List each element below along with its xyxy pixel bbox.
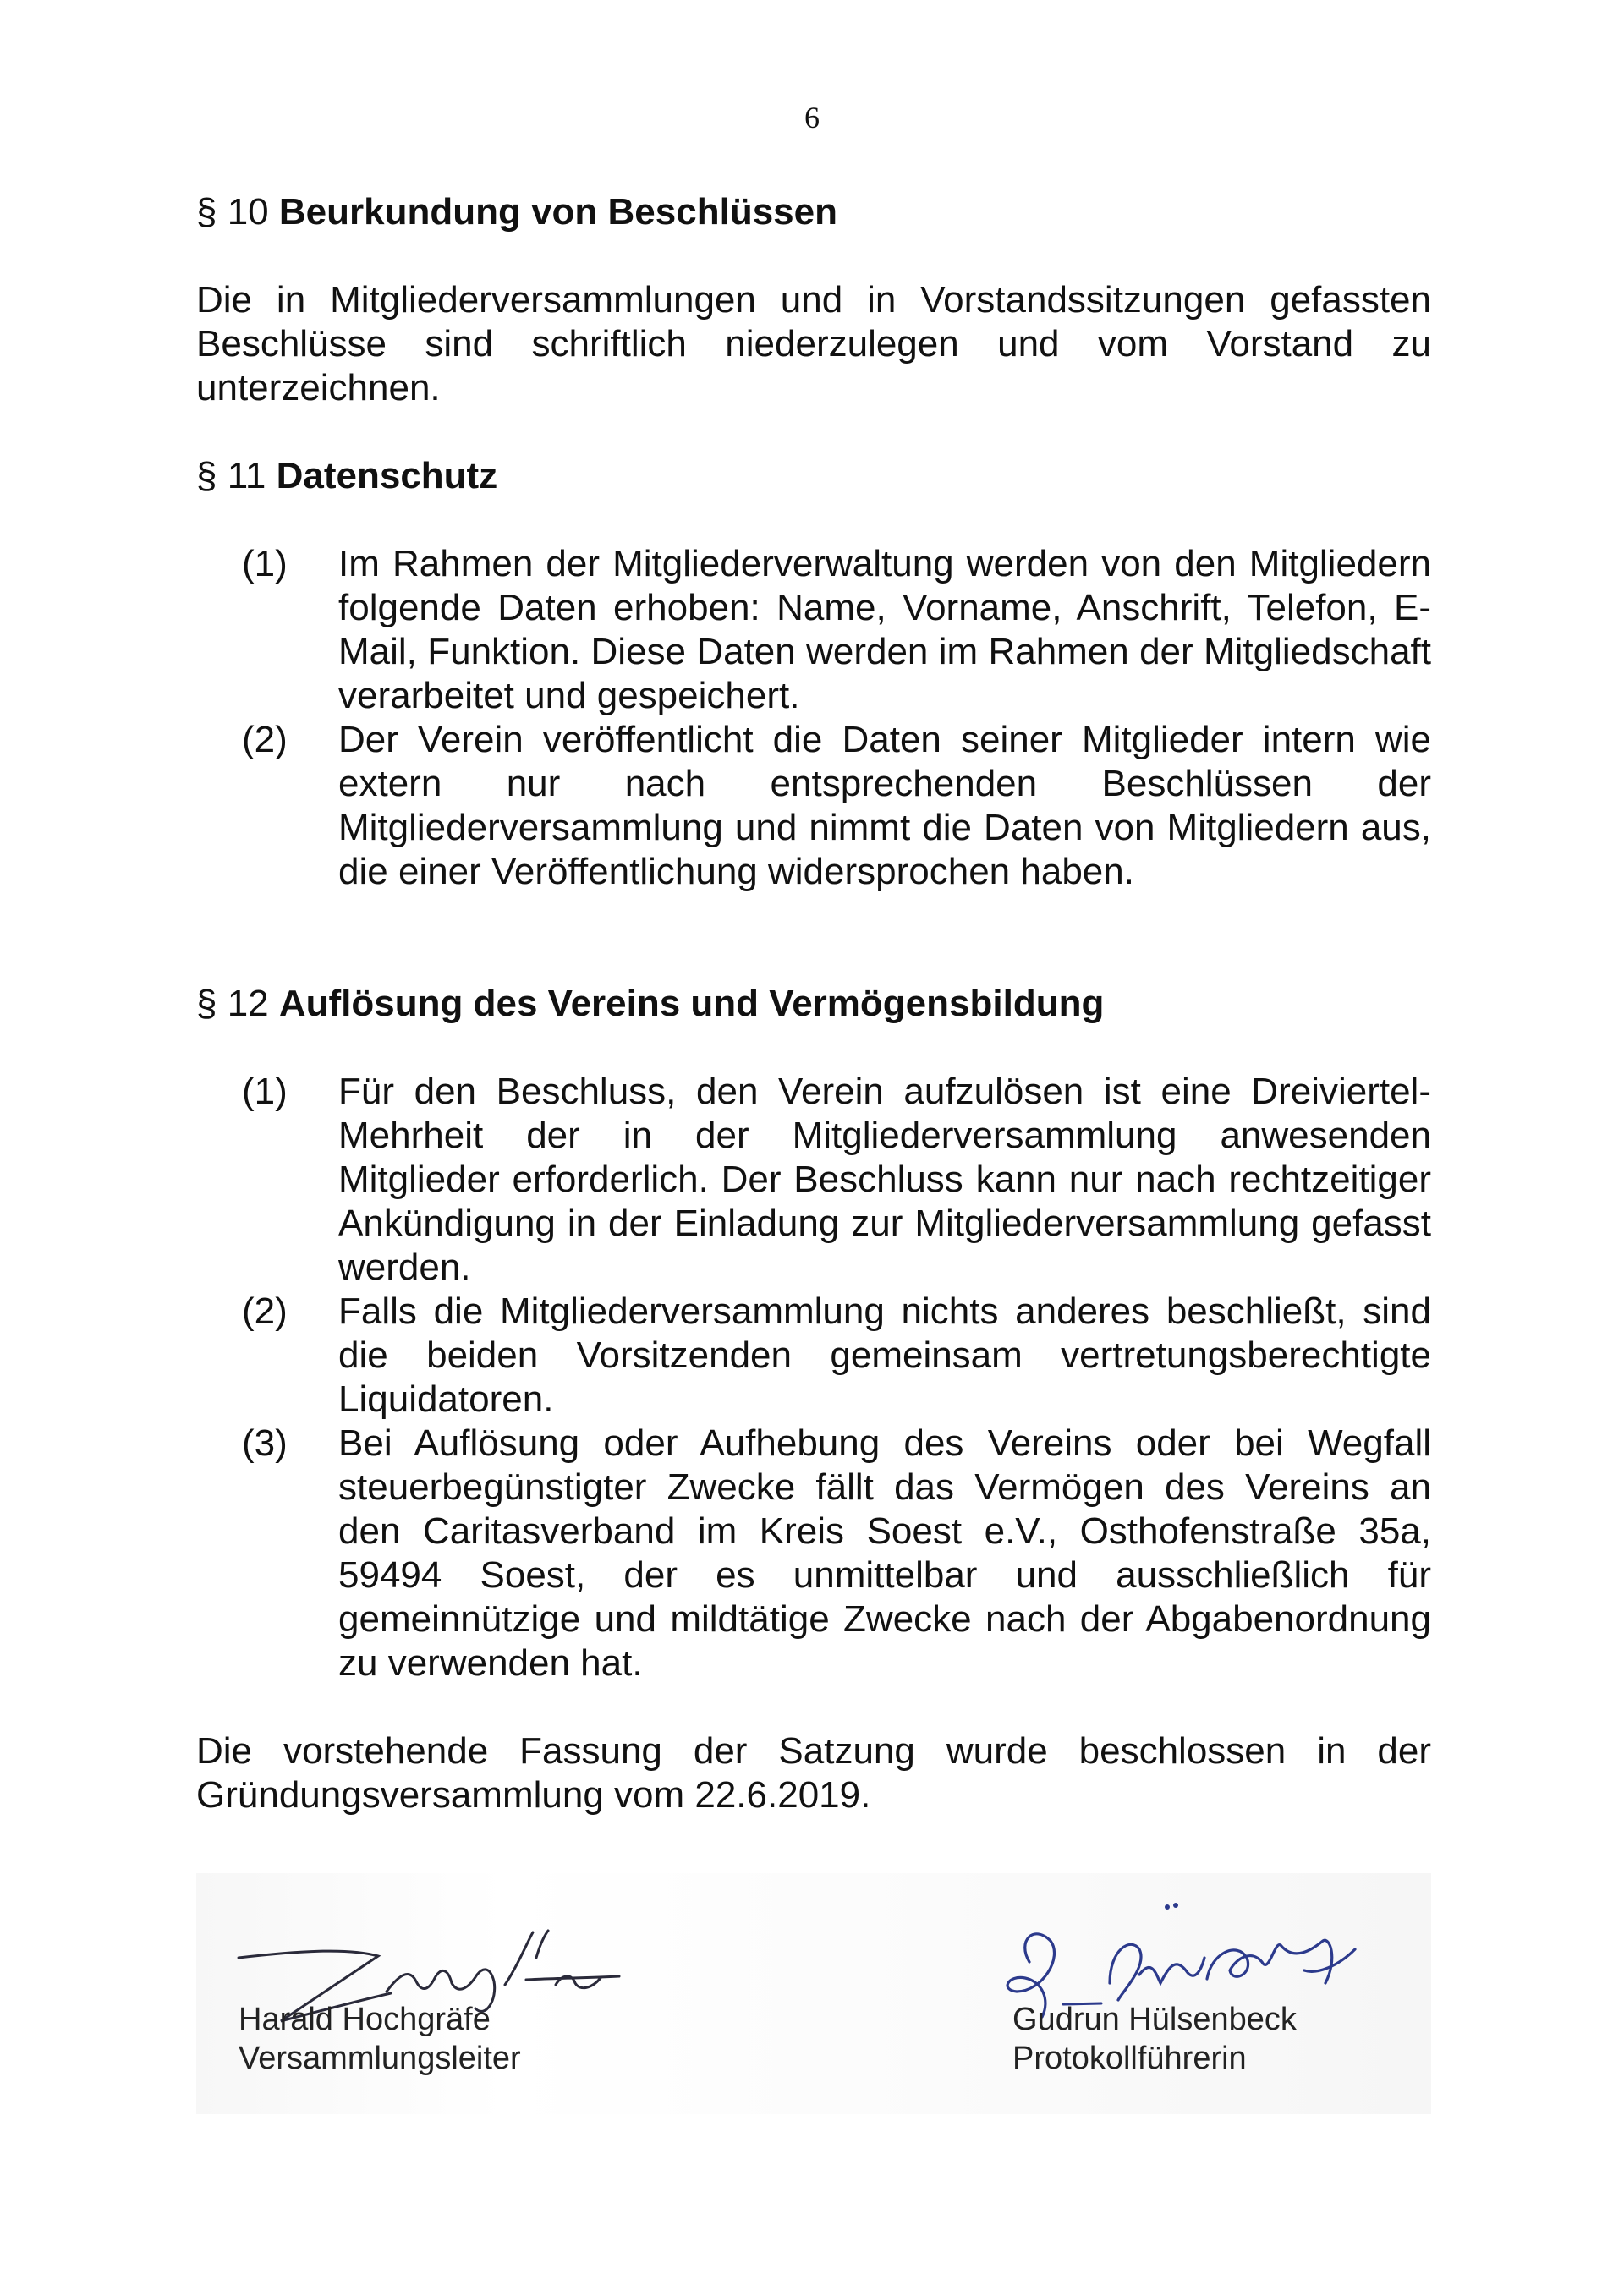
list-marker: (2) bbox=[242, 719, 288, 760]
list-item bbox=[196, 542, 1431, 718]
section-10-heading bbox=[196, 190, 1431, 234]
list-marker: (1) bbox=[242, 543, 288, 584]
list-marker: (1) bbox=[242, 1071, 288, 1112]
document-body bbox=[196, 190, 1431, 1817]
section-10-title: Beurkundung von Beschlüssen bbox=[278, 191, 837, 233]
section-12-title: Auflösung des Vereins und Vermögensbildung bbox=[278, 983, 1105, 1024]
list-text: Bei Auflösung oder Aufhebung des Vereins oder bei Wegfall steuerbegünstigter Zwecke fällt das Vermögen des Vereins an den Caritasverband im Kreis Soest e.V., Osthofenstraße 35a, 59494 Soest, der es unmittelbar und ausschließlich für gemeinnützige und mildtätige Zwecke nach der Abgabenordnung zu verwenden hat. bbox=[338, 1422, 1431, 1684]
signature-right bbox=[1012, 2000, 1297, 2078]
list-item bbox=[196, 718, 1431, 894]
list-text: Für den Beschluss, den Verein aufzulösen ist eine Dreiviertel-Mehrheit der in der Mitgliederversammlung anwesenden Mitglieder erforderlich. Der Beschluss kann nur nach rechtzeitiger Ankündigung in der Einladung zur Mitgliederversammlung gefasst werden. bbox=[338, 1071, 1431, 1288]
section-11-title: Datenschutz bbox=[276, 455, 498, 496]
list-item bbox=[196, 1070, 1431, 1290]
page-number: 6 bbox=[804, 101, 820, 134]
signature-area bbox=[196, 1873, 1431, 2114]
closing-statement: Die vorstehende Fassung der Satzung wurde beschlossen in der Gründungsversammlung vom 22.6.2019. bbox=[196, 1730, 1431, 1816]
section-10-number: § 10 bbox=[196, 191, 269, 233]
section-11-list bbox=[196, 542, 1431, 894]
list-marker: (3) bbox=[242, 1422, 288, 1464]
section-11-number: § 11 bbox=[196, 455, 266, 496]
list-text: Falls die Mitgliederversammlung nichts anderes beschließt, sind die beiden Vorsitzenden gemeinsam vertretungsberechtigte Liquidatoren. bbox=[338, 1290, 1431, 1420]
signer-role: Versammlungsleiter bbox=[239, 2041, 521, 2076]
list-text: Der Verein veröffentlicht die Daten seiner Mitglieder intern wie extern nur nach entsprechenden Beschlüssen der Mitgliederversammlung und nimmt die Daten von Mitgliedern aus, die einer Veröffentlichung widersprochen haben. bbox=[338, 719, 1431, 892]
signer-role: Protokollführerin bbox=[1012, 2041, 1247, 2076]
list-item bbox=[196, 1422, 1431, 1685]
section-12-heading bbox=[196, 982, 1431, 1026]
list-marker: (2) bbox=[242, 1290, 288, 1332]
section-12-number: § 12 bbox=[196, 983, 269, 1024]
section-10-text: Die in Mitgliederversammlungen und in Vorstandssitzungen gefassten Beschlüsse sind schriftlich niederzulegen und vom Vorstand zu unterzeichnen. bbox=[196, 279, 1431, 408]
signer-name: Harald Hochgräfe bbox=[239, 2002, 491, 2037]
signer-name: Gudrun Hülsenbeck bbox=[1012, 2002, 1297, 2037]
list-item bbox=[196, 1290, 1431, 1422]
list-text: Im Rahmen der Mitgliederverwaltung werden von den Mitgliedern folgende Daten erhoben: Name, Vorname, Anschrift, Telefon, E-Mail, Funktion. Diese Daten werden im Rahmen der Mitgliedschaft verarbeitet und gespeichert. bbox=[338, 543, 1431, 716]
section-11-heading bbox=[196, 454, 1431, 498]
section-12-list bbox=[196, 1070, 1431, 1685]
signature-left bbox=[239, 2000, 521, 2078]
